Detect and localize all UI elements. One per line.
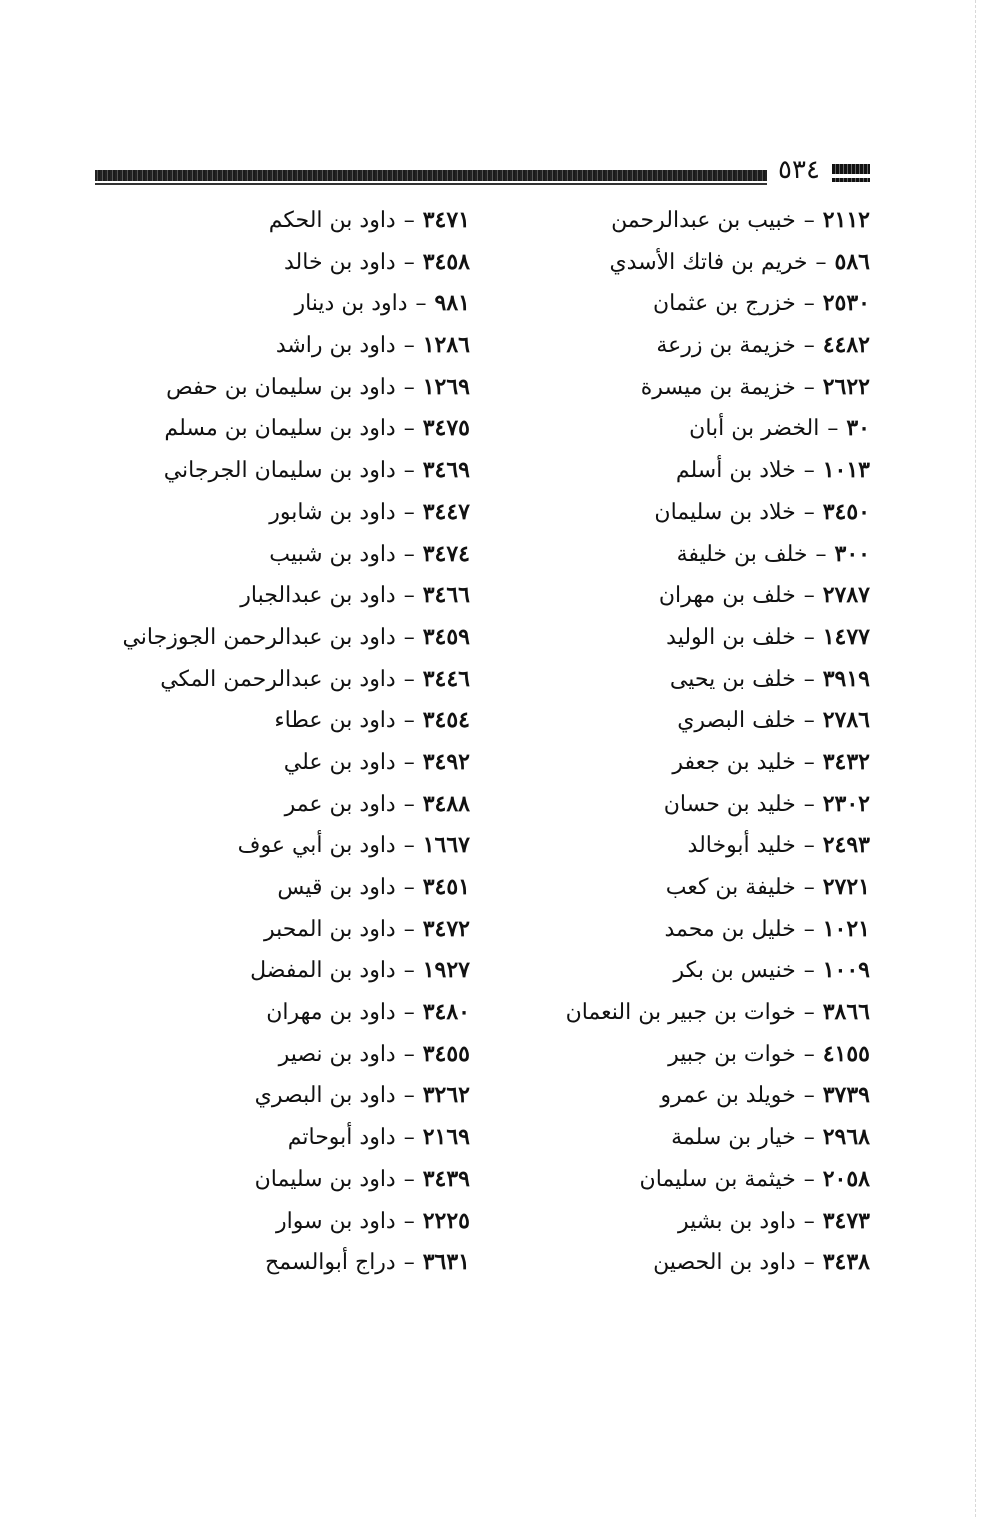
entry-number: ٩٨١	[434, 290, 470, 317]
entry-number: ٤١٥٥	[822, 1040, 870, 1067]
index-entry	[450, 1034, 870, 1076]
entry-name: داود بن سليمان الجرجاني	[163, 458, 396, 484]
entry-dash: –	[403, 624, 415, 650]
index-entry	[450, 742, 870, 784]
index-entry	[450, 825, 870, 867]
entry-dash: –	[803, 1083, 815, 1109]
index-entry	[50, 534, 470, 576]
entry-number: ٢٧٨٦	[822, 707, 870, 734]
index-entry	[450, 325, 870, 367]
index-entry	[450, 1075, 870, 1117]
index-entry	[50, 784, 470, 826]
entry-name: خبيب بن عبدالرحمن	[611, 208, 796, 233]
index-entry	[450, 1159, 870, 1201]
entry-number: ٣٤٣٩	[422, 1165, 470, 1192]
entry-dash: –	[803, 624, 815, 650]
entry-name: داود أبوحاتم	[287, 1125, 396, 1151]
entry-name: داود بن نصير	[278, 1041, 396, 1067]
entry-name: خزيمة بن ميسرة	[640, 374, 796, 400]
entry-dash: –	[403, 1041, 415, 1067]
entry-number: ٢١٦٩	[422, 1124, 470, 1151]
entry-dash: –	[803, 333, 815, 359]
entry-dash: –	[403, 708, 415, 734]
entry-dash: –	[403, 1166, 415, 1192]
entry-dash: –	[403, 458, 415, 484]
index-entry	[50, 700, 470, 742]
entry-number: ٢٤٩٣	[822, 832, 870, 859]
entry-name: خزرج بن عثمان	[652, 291, 796, 317]
index-entry	[50, 575, 470, 617]
entry-number: ٢٦٢٢	[822, 373, 870, 400]
index-entry	[450, 950, 870, 992]
header-rule	[95, 170, 767, 181]
index-entry	[50, 617, 470, 659]
index-entry	[450, 659, 870, 701]
entry-name: داود بن سليمان	[254, 1166, 396, 1192]
index-column-left	[50, 200, 470, 1284]
index-entry	[450, 534, 870, 576]
entry-dash: –	[803, 1000, 815, 1026]
entry-name: خويلد بن عمرو	[660, 1083, 796, 1109]
entry-number: ٣٤٨٨	[422, 790, 470, 817]
entry-number: ٢١١٢	[822, 207, 870, 233]
entry-name: خليل بن محمد	[664, 916, 796, 942]
entry-dash: –	[403, 208, 415, 233]
entry-name: داود بن عبدالرحمن الجوزجاني	[122, 624, 396, 650]
entry-dash: –	[403, 1083, 415, 1109]
entry-dash: –	[803, 458, 815, 484]
header-ornament-lower	[832, 178, 870, 182]
index-column-right	[450, 200, 870, 1284]
entry-dash: –	[403, 249, 415, 275]
entry-dash: –	[403, 875, 415, 900]
entry-dash: –	[403, 1250, 415, 1276]
index-entry	[50, 742, 470, 784]
entry-name: داود بن مهران	[266, 1000, 396, 1026]
entry-name: داود بن الحكم	[268, 208, 396, 233]
entry-name: داود بن علي	[283, 749, 396, 775]
index-entry	[50, 1242, 470, 1284]
entry-dash: –	[403, 666, 415, 692]
index-entry	[450, 1201, 870, 1243]
index-entry	[50, 492, 470, 534]
index-entry	[450, 492, 870, 534]
entry-dash: –	[403, 833, 415, 859]
entry-dash: –	[803, 291, 815, 317]
entry-dash: –	[403, 1000, 415, 1026]
index-entry	[50, 659, 470, 701]
entry-name: داود بن عمر	[284, 791, 396, 817]
entry-number: ٣٤٥١	[422, 874, 470, 900]
entry-number: ٣٨٦٦	[822, 999, 870, 1026]
entry-dash: –	[403, 958, 415, 984]
entry-number: ٣٤٥٩	[422, 623, 470, 650]
entry-number: ٣٢٦٢	[422, 1082, 470, 1109]
entry-name: داود بن عبدالرحمن المكي	[160, 666, 396, 692]
entry-number: ١٩٢٧	[422, 957, 470, 984]
entry-dash: –	[803, 875, 815, 900]
entry-dash: –	[403, 749, 415, 775]
entry-name: داود بن شبيب	[269, 541, 396, 567]
page-edge-line	[975, 0, 976, 1517]
entry-number: ١٦٦٧	[422, 832, 470, 859]
index-entry	[50, 283, 470, 325]
entry-name: دراج أبوالسمح	[265, 1250, 396, 1276]
entry-name: خليد بن جعفر	[672, 749, 796, 775]
index-entry	[50, 1159, 470, 1201]
entry-number: ٣٩١٩	[822, 665, 870, 692]
index-entry	[450, 575, 870, 617]
entry-name: خليد أبوخالد	[687, 833, 796, 859]
entry-number: ٣٤٧٣	[822, 1207, 870, 1234]
index-entry	[50, 825, 470, 867]
entry-dash: –	[403, 333, 415, 359]
entry-number: ٢٥٣٠	[822, 290, 870, 317]
index-entry	[450, 617, 870, 659]
entry-dash: –	[403, 1125, 415, 1151]
entry-number: ٢٧٨٧	[822, 582, 870, 609]
entry-name: خزيمة بن زرعة	[656, 333, 796, 359]
index-entry	[450, 784, 870, 826]
entry-name: داود بن سليمان بن حفص	[166, 374, 396, 400]
page-header	[95, 152, 870, 192]
entry-dash: –	[403, 583, 415, 609]
entry-name: خيثمة بن سليمان	[639, 1166, 796, 1192]
index-entry	[50, 200, 470, 242]
entry-dash: –	[403, 416, 415, 442]
index-entry	[50, 1075, 470, 1117]
index-entry	[450, 700, 870, 742]
page-number: ٥٣٤	[778, 155, 820, 185]
entry-name: داود بن دينار	[294, 291, 408, 317]
entry-number: ٣٤٤٦	[422, 665, 470, 692]
entry-dash: –	[403, 916, 415, 942]
entry-number: ٣٤٣٨	[822, 1249, 870, 1276]
index-entry	[450, 408, 870, 450]
entry-dash: –	[803, 1041, 815, 1067]
entry-name: داود بن شابور	[269, 499, 396, 525]
entry-number: ٣٤٥٤	[422, 707, 470, 734]
index-entry	[450, 200, 870, 242]
entry-dash: –	[403, 541, 415, 567]
entry-name: داود بن راشد	[275, 333, 396, 359]
entry-number: ٣٦٣١	[422, 1249, 470, 1276]
entry-number: ١٠٢١	[822, 915, 870, 942]
entry-number: ٣٤٧٥	[422, 415, 470, 442]
entry-name: خنيس بن بكر	[673, 958, 796, 984]
index-entry	[50, 325, 470, 367]
index-entry	[450, 909, 870, 951]
index-entry	[450, 450, 870, 492]
entry-name: داود بن سوار	[276, 1208, 396, 1234]
index-entry	[450, 283, 870, 325]
index-entry	[450, 992, 870, 1034]
entry-name: داود بن بشير	[678, 1208, 796, 1234]
entry-dash: –	[415, 291, 427, 317]
entry-dash: –	[803, 833, 815, 859]
entry-name: داود بن سليمان بن مسلم	[164, 416, 396, 442]
entry-number: ٢٧٢١	[822, 874, 870, 900]
entry-number: ٥٨٦	[834, 248, 870, 275]
entry-dash: –	[803, 1166, 815, 1192]
entry-name: خليفة بن كعب	[665, 875, 796, 900]
entry-name: خليد بن حسان	[663, 791, 796, 817]
entry-number: ٤٤٨٢	[822, 332, 870, 359]
entry-number: ٣٤٣٢	[822, 748, 870, 775]
entry-name: داود بن أبي عوف	[237, 833, 396, 859]
entry-dash: –	[403, 374, 415, 400]
entry-number: ٣٠	[846, 415, 870, 442]
entry-name: داود بن المفضل	[250, 958, 396, 984]
entry-dash: –	[803, 208, 815, 233]
entry-number: ٣٠٠	[834, 540, 870, 567]
entry-number: ١٢٨٦	[422, 332, 470, 359]
index-entry	[50, 450, 470, 492]
index-entry	[450, 1242, 870, 1284]
entry-dash: –	[803, 666, 815, 692]
index-entry	[50, 992, 470, 1034]
entry-name: خلف بن خليفة	[676, 541, 808, 567]
entry-number: ٢٩٦٨	[822, 1124, 870, 1151]
entry-dash: –	[803, 374, 815, 400]
index-entry	[50, 408, 470, 450]
entry-dash: –	[803, 499, 815, 525]
entry-name: خلاد بن سليمان	[654, 499, 796, 525]
index-entry	[50, 909, 470, 951]
entry-name: داود بن خالد	[283, 249, 396, 275]
entry-number: ٣٤٥٠	[822, 498, 870, 525]
entry-name: داود بن عبدالجبار	[240, 583, 396, 609]
entry-number: ٣٤٦٦	[422, 582, 470, 609]
index-entry	[450, 242, 870, 284]
entry-name: خيار بن سلمة	[671, 1125, 796, 1151]
entry-name: خلف بن مهران	[658, 583, 796, 609]
entry-dash: –	[815, 541, 827, 567]
entry-name: خوات بن جبير بن النعمان	[565, 1000, 796, 1026]
entry-dash: –	[803, 1208, 815, 1234]
index-entry	[50, 950, 470, 992]
entry-dash: –	[403, 1208, 415, 1234]
entry-dash: –	[803, 791, 815, 817]
index-entry	[50, 1034, 470, 1076]
entry-name: داود بن الحصين	[653, 1250, 796, 1276]
index-entry	[450, 367, 870, 409]
entry-name: خريم بن فاتك الأسدي	[609, 249, 808, 275]
entry-dash: –	[803, 708, 815, 734]
entry-number: ٣٤٧٢	[422, 915, 470, 942]
entry-number: ٢٣٠٢	[822, 790, 870, 817]
entry-dash: –	[403, 791, 415, 817]
entry-dash: –	[815, 249, 827, 275]
entry-dash: –	[803, 583, 815, 609]
entry-name: خلاد بن أسلم	[675, 458, 796, 484]
entry-number: ١٢٦٩	[422, 373, 470, 400]
entry-number: ١٠١٣	[822, 457, 870, 484]
entry-number: ٣٧٣٩	[822, 1082, 870, 1109]
entry-number: ٢٢٢٥	[422, 1207, 470, 1234]
entry-number: ٣٤٥٨	[422, 248, 470, 275]
entry-number: ١٤٧٧	[822, 623, 870, 650]
entry-name: الخضر بن أبان	[689, 416, 820, 442]
entry-number: ٣٤٩٢	[422, 748, 470, 775]
entry-number: ١٠٠٩	[822, 957, 870, 984]
index-entry	[50, 1201, 470, 1243]
entry-name: داود بن عطاء	[274, 708, 396, 734]
entry-name: داود بن المحبر	[264, 916, 396, 942]
index-entry	[50, 367, 470, 409]
entry-number: ٣٤٤٧	[422, 498, 470, 525]
entry-name: خلف بن الوليد	[666, 624, 796, 650]
entry-name: خوات بن جبير	[668, 1041, 796, 1067]
entry-dash: –	[403, 499, 415, 525]
entry-number: ٢٠٥٨	[822, 1165, 870, 1192]
entry-name: داود بن البصري	[254, 1083, 396, 1109]
entry-dash: –	[803, 1125, 815, 1151]
index-entry	[50, 1117, 470, 1159]
entry-name: خلف بن يحيى	[669, 666, 796, 692]
entry-dash: –	[803, 1250, 815, 1276]
index-entry	[50, 242, 470, 284]
entry-dash: –	[803, 916, 815, 942]
entry-number: ٣٤٧٤	[422, 540, 470, 567]
entry-number: ٣٤٦٩	[422, 457, 470, 484]
index-entry	[450, 867, 870, 909]
entry-dash: –	[827, 416, 839, 442]
entry-dash: –	[803, 958, 815, 984]
index-entry	[50, 867, 470, 909]
entry-name: داود بن قيس	[277, 875, 396, 900]
entry-name: خلف البصري	[677, 708, 796, 734]
entry-dash: –	[803, 749, 815, 775]
entry-number: ٣٤٥٥	[422, 1040, 470, 1067]
header-ornament	[832, 164, 870, 174]
header-rule-thin	[95, 183, 767, 185]
index-entry	[450, 1117, 870, 1159]
entry-number: ٣٤٧١	[422, 207, 470, 233]
entry-number: ٣٤٨٠	[422, 999, 470, 1026]
